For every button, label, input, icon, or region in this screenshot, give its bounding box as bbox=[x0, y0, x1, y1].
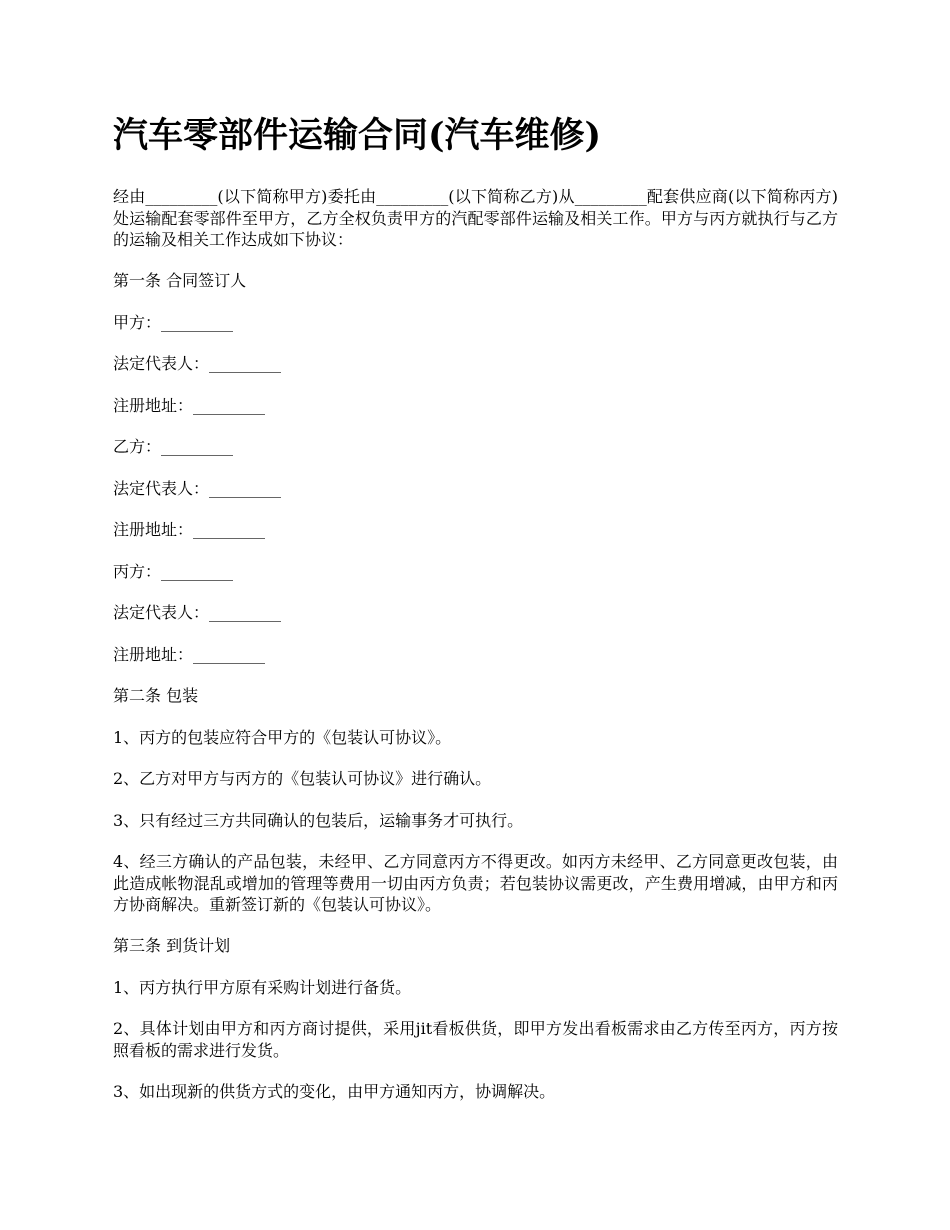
document-page bbox=[113, 112, 838, 1122]
section-heading-3: 第三条 到货计划 bbox=[113, 936, 231, 955]
party-c-representative: 法定代表人：_________ bbox=[113, 603, 282, 622]
section-heading-2: 第二条 包装 bbox=[113, 686, 199, 705]
party-c-address: 注册地址：_________ bbox=[113, 644, 266, 664]
packaging-clause-4: 4、经三方确认的产品包装，未经甲、乙方同意丙方不得更改。如丙方未经甲、乙方同意更改包装，由此造成帐物混乱或增加的管理等费用一切由丙方负责；若包装协议需更改，产生费用增减，由甲方和丙方协商解决。重新签订新的《包装认可协议》。 bbox=[113, 852, 838, 914]
party-c-name: 丙方：_________ bbox=[113, 561, 234, 581]
delivery-clause-3: 3、如出现新的供货方式的变化，由甲方通知丙方，协调解决。 bbox=[113, 1081, 556, 1101]
party-a-name: 甲方：_________ bbox=[113, 312, 234, 332]
packaging-clause-1: 1、丙方的包装应符合甲方的《包装认可协议》。 bbox=[113, 727, 452, 747]
packaging-clause-2: 2、乙方对甲方与丙方的《包装认可协议》进行确认。 bbox=[113, 769, 492, 788]
party-a-address: 注册地址：_________ bbox=[113, 395, 266, 415]
packaging-clause-3: 3、只有经过三方共同确认的包装后，运输事务才可执行。 bbox=[113, 810, 524, 830]
party-b-name: 乙方：_________ bbox=[113, 437, 234, 456]
delivery-clause-1: 1、丙方执行甲方原有采购计划进行备货。 bbox=[113, 977, 412, 997]
intro-paragraph: 经由_________(以下简称甲方)委托由_________(以下简称乙方)从_________配套供应商(以下简称丙方)处运输配套零部件至甲方，乙方全权负责甲方的汽配零部件运输及相关工作。甲方与丙方就执行与乙方的运输及相关工作达成如下协议： bbox=[113, 187, 838, 249]
party-a-representative: 法定代表人：_________ bbox=[113, 354, 282, 373]
delivery-clause-2: 2、具体计划由甲方和丙方商讨提供，采用jit看板供货，即甲方发出看板需求由乙方传至丙方，丙方按照看板的需求进行发货。 bbox=[113, 1019, 838, 1060]
document-title: 汽车零部件运输合同(汽车维修) bbox=[113, 115, 602, 156]
party-b-representative: 法定代表人：_________ bbox=[113, 478, 282, 498]
section-heading-1: 第一条 合同签订人 bbox=[113, 271, 247, 290]
party-b-address: 注册地址：_________ bbox=[113, 520, 266, 539]
